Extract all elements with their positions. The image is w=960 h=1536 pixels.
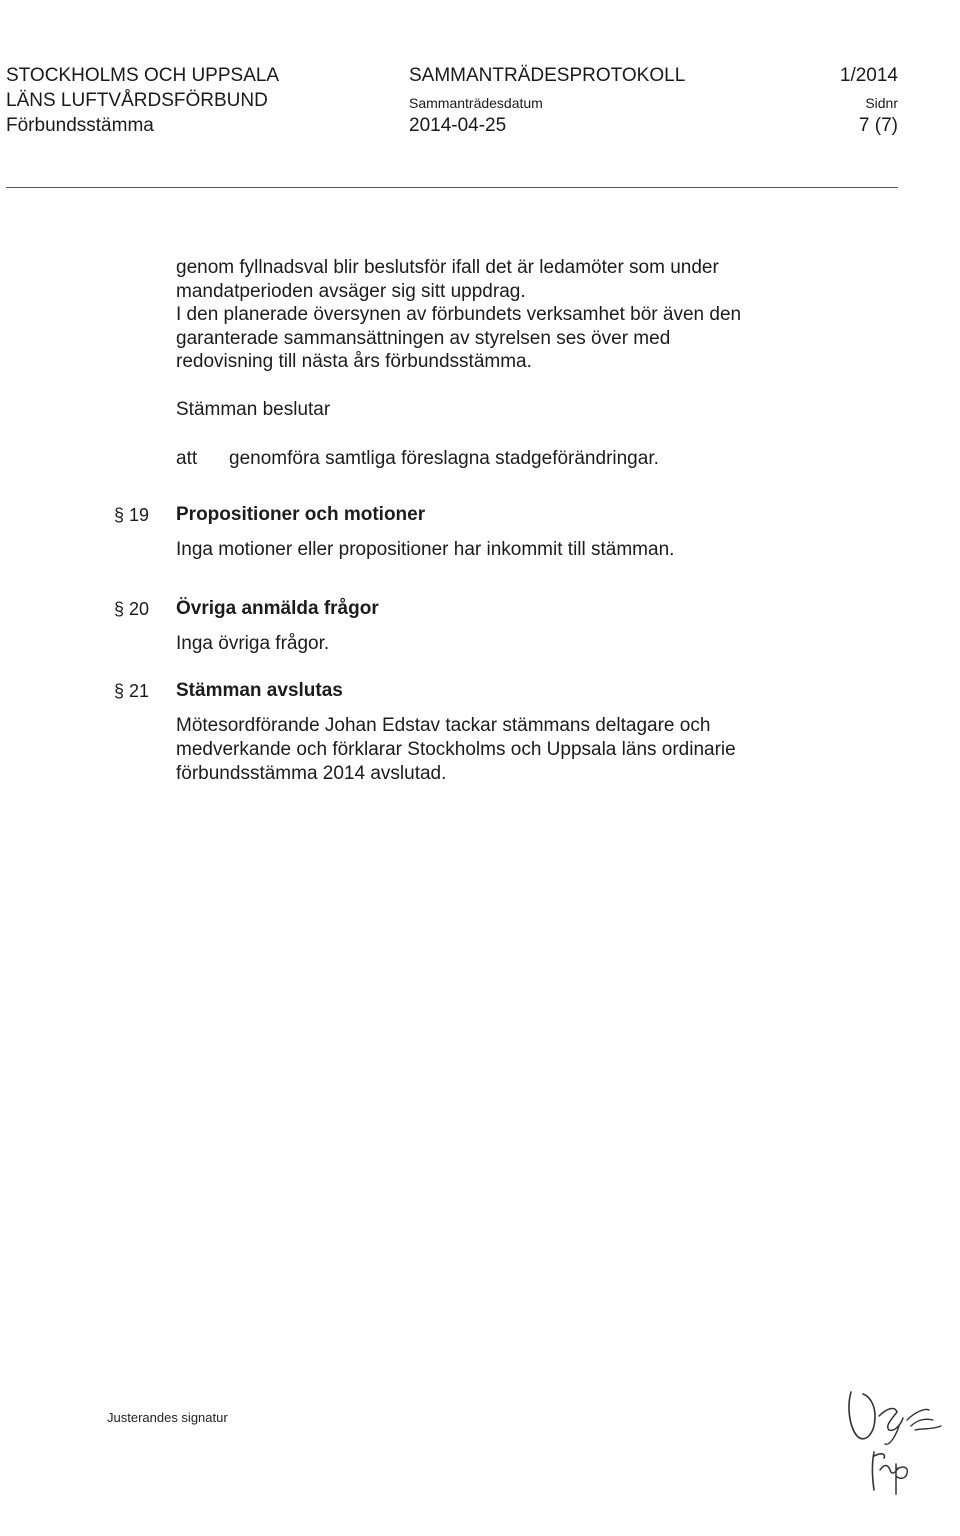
page-label: Sidnr (865, 95, 898, 111)
intro-line: I den planerade översynen av förbundets verksamhet bör även den (176, 304, 742, 325)
page-number: 7 (7) (858, 115, 898, 136)
intro-line: genom fyllnadsval blir beslutsför ifall det är ledamöter som under (176, 257, 719, 278)
intro-line: mandatperioden avsäger sig sitt uppdrag. (176, 281, 526, 302)
org-name-line2: LÄNS LUFTVÅRDSFÖRBUND (6, 90, 268, 111)
section-number: § 21 (114, 681, 150, 701)
date-label: Sammanträdesdatum (409, 95, 543, 111)
org-name-line1: STOCKHOLMS OCH UPPSALA (6, 65, 280, 86)
section-title: Stämman avslutas (176, 680, 343, 701)
handwritten-initials-signature (845, 1386, 945, 1446)
section-text-line: Inga övriga frågor. (176, 633, 330, 654)
date-value: 2014-04-25 (409, 115, 507, 136)
section-text-line: Inga motioner eller propositioner har inkommit till stämman. (176, 539, 675, 560)
section-number: § 20 (114, 599, 150, 619)
signature-label: Justerandes signatur (107, 1410, 228, 1425)
document-number: 1/2014 (839, 65, 898, 86)
section-title: Övriga anmälda frågor (176, 598, 379, 619)
section-number: § 19 (114, 505, 150, 525)
intro-line: garanterade sammansättningen av styrelsen ses över med (176, 328, 671, 349)
section-text-line: förbundsstämma 2014 avslutad. (176, 763, 447, 784)
section-text-line: Mötesordförande Johan Edstav tackar stämmans deltagare och (176, 715, 711, 736)
decision-text: genomföra samtliga föreslagna stadgeförändringar. (229, 448, 659, 469)
handwritten-initials-signature-2 (866, 1446, 916, 1496)
document-type: SAMMANTRÄDESPROTOKOLL (409, 65, 686, 86)
section-text-line: medverkande och förklarar Stockholms och Uppsala läns ordinarie (176, 739, 736, 760)
header-divider (6, 187, 898, 188)
decision-prefix: att (176, 448, 198, 469)
decision-heading: Stämman beslutar (176, 399, 331, 420)
org-name-line3: Förbundsstämma (6, 115, 154, 136)
intro-line: redovisning till nästa års förbundsstämma. (176, 351, 532, 372)
section-title: Propositioner och motioner (176, 504, 426, 525)
